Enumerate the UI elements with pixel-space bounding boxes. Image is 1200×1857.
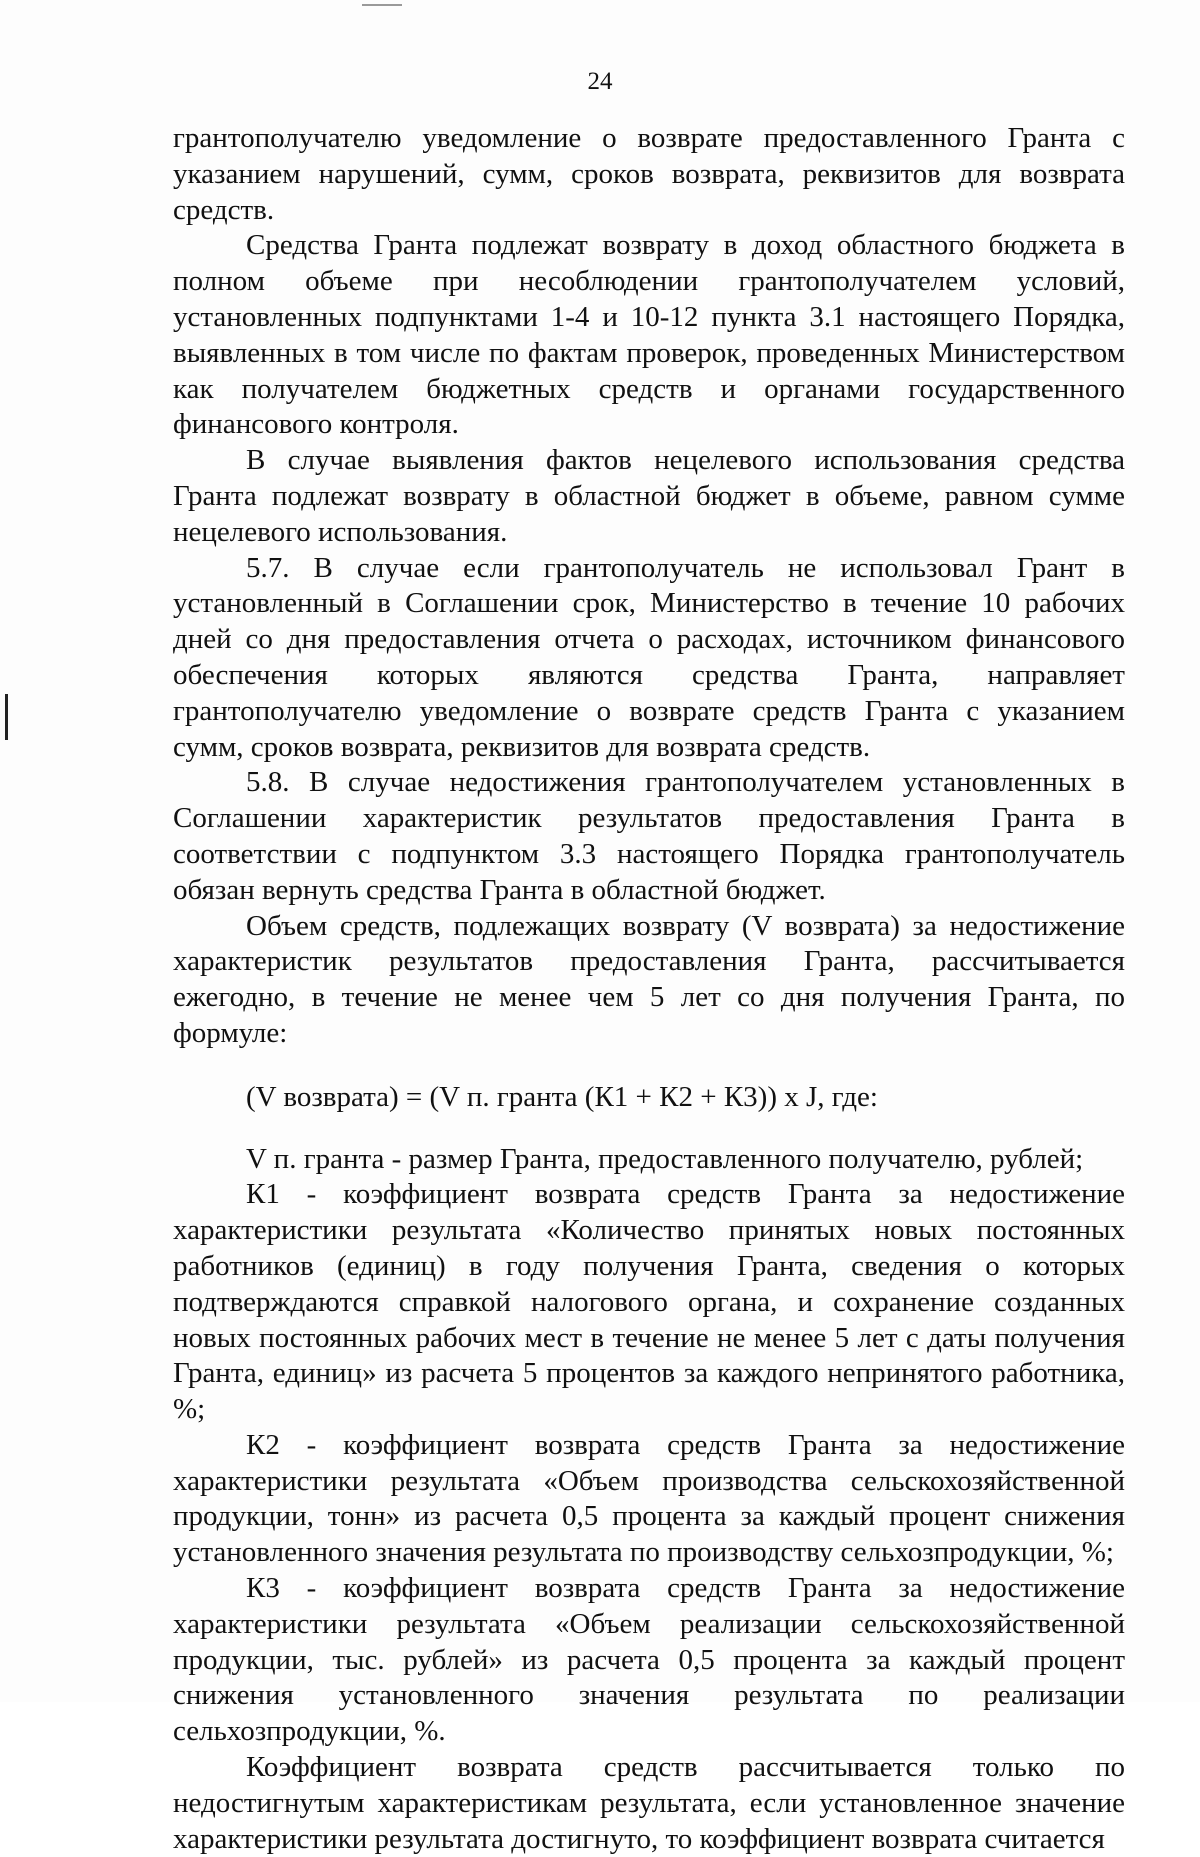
paragraph-misuse: В случае выявления фактов нецелевого использования средства Гранта подлежат возврату в областной бюджет в объеме, равном сумме нецелевого использования. <box>173 444 1125 548</box>
definition-k1: К1 - коэффициент возврата средств Гранта за недостижение характеристики результата «Количество принятых новых постоянных работников (единиц) в году получения Гранта, сведения о которых подтверждаются справкой налогового органа, и сохранение созданных новых постоянных рабочих мест в течение не менее 5 лет с даты получения Гранта, единиц» из расчета 5 процентов за каждого непринятого работника, %; <box>173 1178 1125 1426</box>
paragraph-grant-return-conditions: Средства Гранта подлежат возврату в доход областного бюджета в полном объеме при несоблюдении грантополучателем условий, установленных подпунктами 1-4 и 10-12 пункта 3.1 настоящего Порядка, выявленных в том числе по фактам проверок, проведенных Министерством как получателем бюджетных средств и органами государственного финансового контроля. <box>173 229 1125 441</box>
paragraph-return-volume: Объем средств, подлежащих возврату (V возврата) за недостижение характеристик результатов предоставления Гранта, рассчитывается ежегодно, в течение не менее чем 5 лет со дня получения Гранта, по формуле: <box>173 909 1125 1049</box>
margin-mark <box>5 694 8 740</box>
scan-artifact-line <box>362 4 402 6</box>
definition-v-grant: V п. гранта - размер Гранта, предоставленного получателю, рублей; <box>246 1142 1084 1175</box>
paragraph-continuation: грантополучателю уведомление о возврате предоставленного Гранта с указанием нарушений, сумм, сроков возврата, реквизитов для возврата средств. <box>173 122 1125 226</box>
paragraph-5-7: 5.7. В случае если грантополучатель не использовал Грант в установленный в Соглашении срок, Министерство в течение 10 рабочих дней со дня предоставления отчета о расходах, источником финансового обеспечения которых являются средства Гранта, направляет грантополучателю уведомление о возврате средств Гранта с указанием сумм, сроков возврата, реквизитов для возврата средств. <box>173 551 1125 763</box>
paragraph-5-8: 5.8. В случае недостижения грантополучателем установленных в Соглашении характеристик результатов предоставления Гранта в соответствии с подпунктом 3.3 настоящего Порядка грантополучатель обязан вернуть средства Гранта в областной бюджет. <box>173 766 1125 906</box>
formula: (V возврата) = (V п. гранта (К1 + К2 + К3)) x J, где: <box>246 1080 878 1113</box>
document-body <box>173 121 1125 1857</box>
paragraph-coefficient-note: Коэффициент возврата средств рассчитывается только по недостигнутым характеристикам результата, если установленное значение характеристики результата достигнуто, то коэффициент возврата считается <box>173 1751 1125 1855</box>
definition-k2: К2 - коэффициент возврата средств Гранта за недостижение характеристики результата «Объем производства сельскохозяйственной продукции, тонн» из расчета 0,5 процента за каждый процент снижения установленного значения результата по производству сельхозпродукции, %; <box>173 1428 1125 1569</box>
definition-k3: К3 - коэффициент возврата средств Гранта за недостижение характеристики результата «Объем реализации сельскохозяйственной продукции, тыс. рублей» из расчета 0,5 процента за каждый процент снижения установленного значения результата по реализации сельхозпродукции, %. <box>173 1572 1125 1748</box>
page-number: 24 <box>587 68 613 95</box>
